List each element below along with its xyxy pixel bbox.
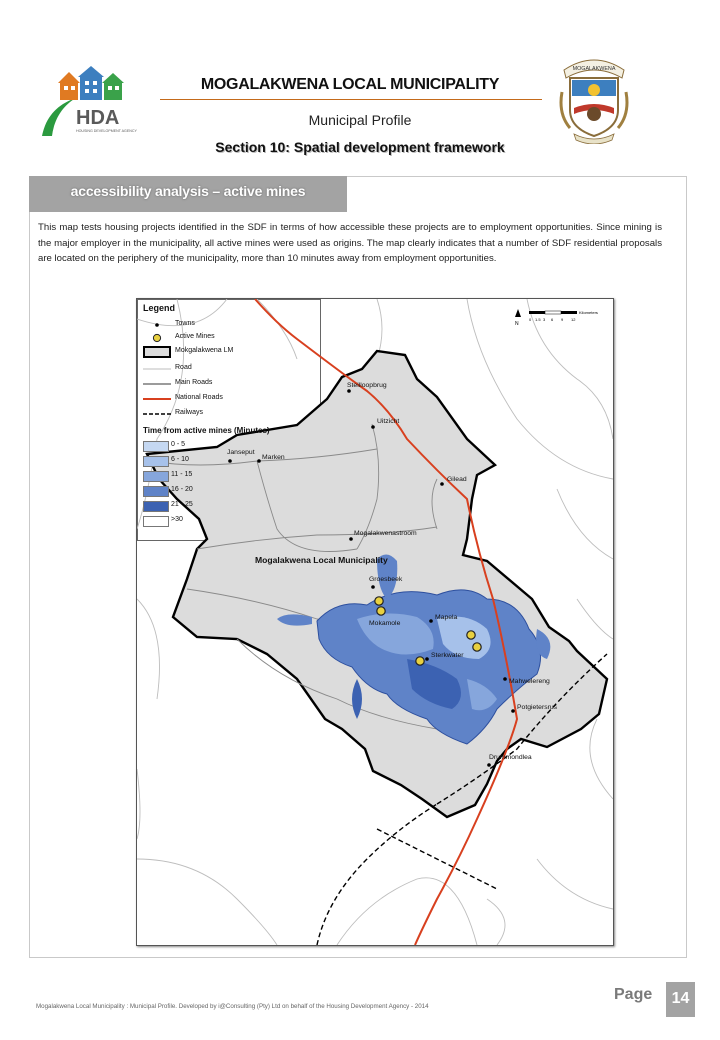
legend-class-label: 11 - 15 [171, 471, 193, 478]
svg-text:0: 0 [529, 317, 532, 322]
hda-logo-text: HDA [76, 107, 120, 129]
town-label: Potgietersrus [517, 704, 558, 711]
town-label: Mokamole [369, 620, 401, 627]
svg-text:Kilometers: Kilometers [579, 310, 598, 315]
town-label: Gilead [447, 476, 467, 483]
legend-swatch [143, 486, 169, 497]
page-number: 14 [666, 982, 695, 1017]
svg-text:1.5: 1.5 [535, 317, 541, 322]
legend-swatch [143, 471, 169, 482]
town-label: Mapela [435, 614, 458, 621]
svg-text:N: N [515, 321, 519, 327]
hda-logo-subtext: HOUSING DEVELOPMENT AGENCY [76, 129, 137, 133]
legend-swatch [143, 501, 169, 512]
legend-item-national-roads: National Roads [175, 394, 223, 401]
accessibility-map [136, 298, 614, 946]
legend-item-active-mines: Active Mines [143, 332, 313, 344]
legend-title: Legend [143, 303, 176, 313]
svg-text:9: 9 [561, 317, 564, 322]
legend-class-label: 6 - 10 [171, 456, 189, 463]
svg-text:12: 12 [571, 317, 576, 322]
legend-class-label: 0 - 5 [171, 441, 186, 448]
footer-credit: Mogalakwena Local Municipality : Municipal Profile. Developed by i@Consulting (Pty) Ltd on behalf of the Housing Development Agency - 2014 [36, 1003, 429, 1010]
section-heading: Section 10: Spatial development framework [215, 139, 505, 155]
town-label: Sterkwater [431, 652, 464, 659]
intro-paragraph: This map tests housing projects identified in the SDF in terms of how accessible these projects are to employment opportunities. Since mining is the major employer in the municipality, all active mines were used as origins. The map clearly indicates that a number of SDF residential proposals are located on the periphery of the municipality, more than 10 minutes away from employment opportunities. [38, 222, 662, 265]
town-label: Steilloopbrug [347, 382, 387, 389]
town-label: Uitzicht [377, 418, 400, 425]
town-label: Groesbeek [369, 576, 403, 583]
legend-class-label: 16 - 20 [171, 486, 193, 493]
legend-item-lm: Mokgalakwena LM [143, 346, 313, 358]
legend-class-label: >30 [171, 516, 183, 523]
section-tab: accessibility analysis – active mines [29, 176, 347, 212]
legend-class-label: 21 - 25 [171, 501, 193, 508]
legend-item-road: Road [175, 364, 192, 371]
lm-region-label: Mogalakwena Local Municipality [255, 555, 388, 565]
municipal-crest [556, 52, 632, 144]
legend-item-main-roads: Main Roads [175, 379, 213, 386]
legend-time-title: Time from active mines (Minutes) [143, 426, 270, 435]
north-arrow [515, 309, 521, 327]
legend-swatch [143, 456, 169, 467]
svg-text:6: 6 [551, 317, 554, 322]
town-label: Janseput [227, 449, 255, 456]
legend-item-railways: Railways [175, 409, 204, 416]
legend-swatch [143, 516, 169, 527]
town-label: Mahwelereng [509, 678, 550, 685]
town-label: Mogalakwenastroom [354, 530, 417, 537]
legend-item-towns: Towns [143, 319, 313, 331]
town-label: Drummondlea [489, 754, 532, 761]
page-label: Page [614, 986, 653, 1003]
crest-text: MOGALAKWENA [572, 66, 616, 72]
hda-logo [36, 64, 156, 140]
svg-text:3: 3 [543, 317, 546, 322]
document-title: MOGALAKWENA LOCAL MUNICIPALITY [200, 76, 500, 93]
scale-bar [529, 310, 598, 322]
town-label: Marken [262, 454, 285, 461]
legend-swatch [143, 441, 169, 452]
title-divider [160, 99, 542, 100]
document-subtitle: Municipal Profile [308, 112, 412, 128]
